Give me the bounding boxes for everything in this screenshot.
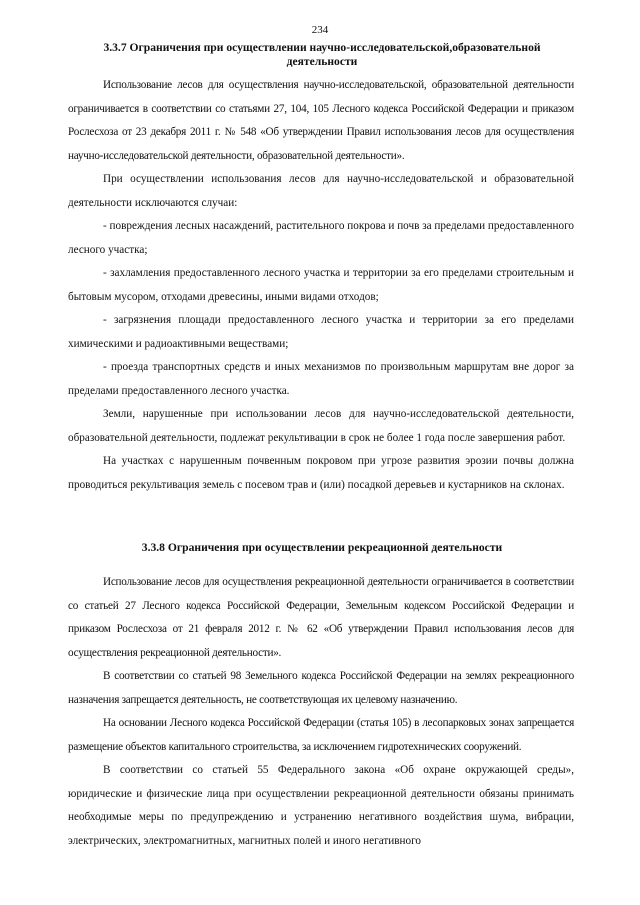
section-body-3-3-7 bbox=[68, 74, 574, 497]
paragraph: В соответствии со статьей 55 Федерального закона «Об охране окружающей среды», юридические и физические лица при осуществлении рекреационной деятельности обязаны принимать необходимые меры по предупреждению и устранению негативного воздействия шума, вибрации, электрических, электромагнитных, магнитных полей и иного негативного bbox=[68, 764, 574, 847]
paragraph: На участках с нарушенным почвенным покровом при угрозе развития эрозии почвы должна проводиться рекультивация земель с посевом трав и (или) посадкой деревьев и кустарников на склонах. bbox=[68, 455, 574, 491]
list-item: - повреждения лесных насаждений, растительного покрова и почв за пределами предоставленного лесного участка; bbox=[68, 220, 574, 256]
list-item: - проезда транспортных средств и иных механизмов по произвольным маршрутам вне дорог за пределами предоставленного лесного участка. bbox=[68, 361, 574, 397]
paragraph: Использование лесов для осуществления рекреационной деятельности ограничивается в соответствии со статьей 27 Лесного кодекса Российской Федерации, Земельным кодексом Российской Федерации и приказом Рослесхоза от 21 февраля 2012 г. № 62 «Об утверждении Правил использования лесов для осуществления рекреационной деятельности». bbox=[68, 576, 574, 659]
page-number: 234 bbox=[311, 24, 329, 36]
paragraph: Земли, нарушенные при использовании лесов для научно-исследовательской деятельности, образовательной деятельности, подлежат рекультивации в срок не более 1 года после завершения работ. bbox=[68, 408, 574, 444]
list-item: - загрязнения площади предоставленного лесного участка и территории за его пределами химическими и радиоактивными веществами; bbox=[68, 314, 574, 350]
list-item: - захламления предоставленного лесного участка и территории за его пределами строительным и бытовым мусором, отходами древесины, иными видами отходов; bbox=[68, 267, 574, 303]
paragraph: В соответствии со статьей 98 Земельного кодекса Российской Федерации на землях рекреационного назначения запрещается деятельность, не соответствующая их целевому назначению. bbox=[68, 670, 574, 706]
paragraph: Использование лесов для осуществления научно-исследовательской, образовательной деятельности ограничивается в соответствии со статьями 27, 104, 105 Лесного кодекса Российской Федерации и приказом Рослесхоза от 23 декабря 2011 г. № 548 «Об утверждении Правил использования лесов для осуществления научно-исследовательской деятельности, образовательной деятельности». bbox=[68, 79, 574, 162]
paragraph: При осуществлении использования лесов для научно-исследовательской и образовательной деятельности исключаются случаи: bbox=[68, 173, 574, 209]
section-heading-3-3-8: 3.3.8 Ограничения при осуществлении рекреационной деятельности bbox=[141, 541, 503, 554]
section-body-3-3-8 bbox=[68, 571, 574, 853]
section-heading-3-3-7: 3.3.7 Ограничения при осуществлении научно-исследовательской,образовательной деятельности bbox=[103, 41, 541, 68]
paragraph: На основании Лесного кодекса Российской Федерации (статья 105) в лесопарковых зонах запрещается размещение объектов капитального строительства, за исключением гидротехнических сооружений. bbox=[68, 717, 574, 753]
